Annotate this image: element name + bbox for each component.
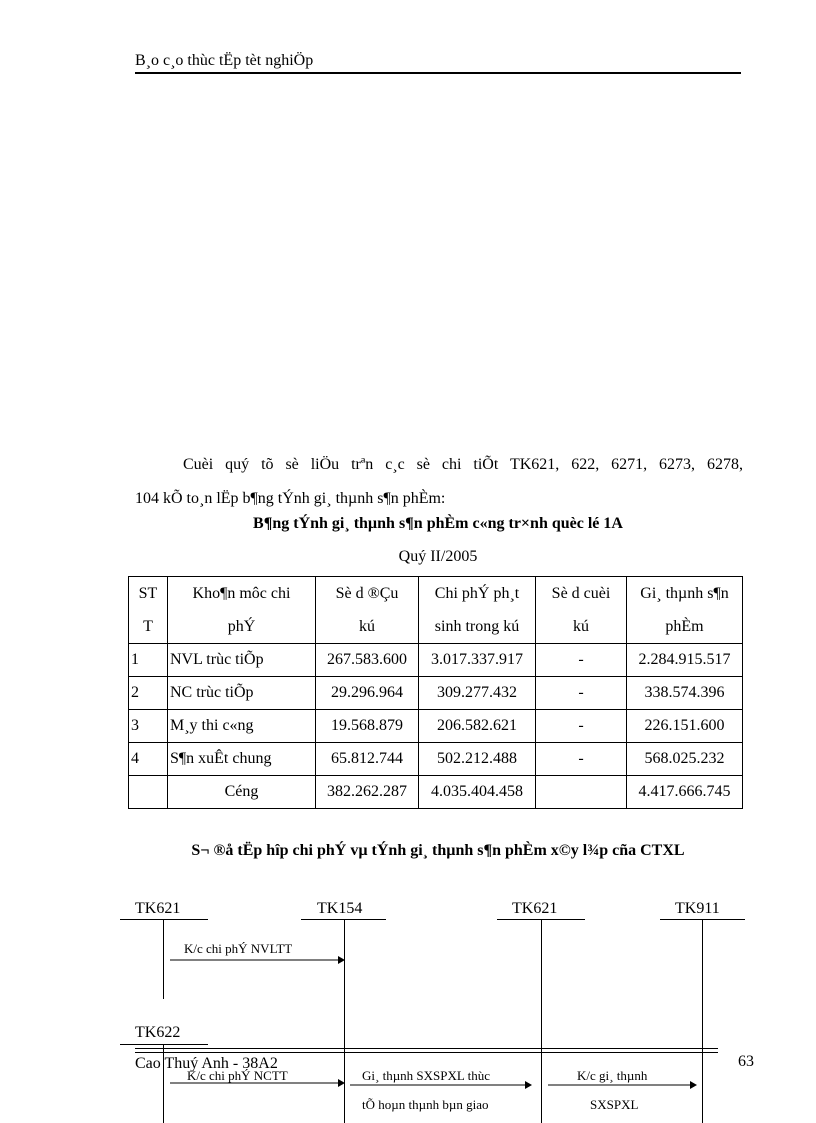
arrow-label: SXSPXL [590, 1097, 639, 1112]
page-number: 63 [738, 1053, 754, 1070]
cell-cost: 2.284.915.517 [627, 644, 743, 677]
account-vertical-line [541, 919, 542, 1123]
arrow-right-icon [170, 955, 346, 965]
account-vertical-line [344, 919, 345, 1123]
header-cell: kú [536, 610, 627, 644]
table-row [129, 644, 743, 677]
cell-closing [536, 776, 627, 809]
header-cell: Kho¶n môc chi [168, 577, 316, 611]
account-label: TK621 [512, 900, 558, 917]
table-title: B¶ng tÝnh gi¸ thµnh s¶n phÈm c«ng tr×nh quèc lé 1A [253, 515, 623, 532]
footer-author: Cao Thuý Anh - 38A2 [135, 1055, 278, 1072]
cell-total-label: Céng [168, 776, 316, 809]
cell-cost: 568.025.232 [627, 743, 743, 776]
table-header-row [129, 610, 743, 644]
cell-cost: 226.151.600 [627, 710, 743, 743]
table-row [129, 677, 743, 710]
header-cell: Sè d cuèi [536, 577, 627, 611]
page-header-title: B¸o c¸o thùc tËp tèt nghiÖp [135, 52, 314, 69]
cell-stt: 2 [129, 677, 168, 710]
cell-closing: - [536, 677, 627, 710]
header-cell: ST [129, 577, 168, 611]
account-label: TK911 [675, 900, 720, 917]
arrow-label: tÕ hoµn thµnh bµn giao [362, 1097, 489, 1112]
account-label: TK622 [135, 1024, 181, 1041]
account-vertical-line [702, 919, 703, 1123]
cell-item: NVL trùc tiÕp [168, 644, 316, 677]
cell-incurred: 309.277.432 [419, 677, 536, 710]
account-top-line [120, 1044, 208, 1045]
diagram-title: S¬ ®å tËp hîp chi phÝ vµ tÝnh gi¸ thµnh s¶n phÈm x©y l¾p cña CTXL [191, 842, 685, 859]
intro-line-2: 104 kÕ to¸n lËp b¶ng tÝnh gi¸ thµnh s¶n phÈm: [135, 490, 446, 507]
cell-cost: 338.574.396 [627, 677, 743, 710]
header-cell: Sè d ®Çu [316, 577, 419, 611]
cell-incurred: 3.017.337.917 [419, 644, 536, 677]
cell-opening: 382.262.287 [316, 776, 419, 809]
cell-cost: 4.417.666.745 [627, 776, 743, 809]
cell-stt: 4 [129, 743, 168, 776]
cell-incurred: 502.212.488 [419, 743, 536, 776]
cell-opening: 29.296.964 [316, 677, 419, 710]
table-header-row [129, 577, 743, 611]
cell-stt: 1 [129, 644, 168, 677]
table-subtitle: Quý II/2005 [398, 548, 478, 565]
intro-line-1: Cuèi quý tõ sè liÖu trªn c¸c sè chi tiÕt TK621, 622, 6271, 6273, 6278, [183, 456, 743, 473]
cell-stt [129, 776, 168, 809]
account-top-line [120, 919, 208, 920]
header-cell: sinh trong kú [419, 610, 536, 644]
arrow-right-icon [170, 1078, 346, 1088]
cell-item: S¶n xuÊt chung [168, 743, 316, 776]
table-total-row [129, 776, 743, 809]
cell-opening: 267.583.600 [316, 644, 419, 677]
cell-opening: 19.568.879 [316, 710, 419, 743]
header-cell: phÈm [627, 610, 743, 644]
arrow-label: Gi¸ thµnh SXSPXL thùc [362, 1068, 490, 1083]
header-cell: Gi¸ thµnh s¶n [627, 577, 743, 611]
cell-closing: - [536, 644, 627, 677]
arrow-label: K/c chi phÝ NCTT [187, 1068, 288, 1083]
arrow-label: K/c gi¸ thµnh [577, 1068, 648, 1083]
cell-incurred: 4.035.404.458 [419, 776, 536, 809]
arrow-right-icon [548, 1080, 698, 1090]
arrow-label: K/c chi phÝ NVLTT [184, 941, 293, 956]
arrow-right-icon [350, 1080, 533, 1090]
footer-rule-top [135, 1048, 718, 1049]
cell-item: M¸y thi c«ng [168, 710, 316, 743]
cell-closing: - [536, 743, 627, 776]
cell-closing: - [536, 710, 627, 743]
table-row [129, 710, 743, 743]
footer-rule-bottom [135, 1052, 718, 1053]
header-cell: Chi phÝ ph¸t [419, 577, 536, 611]
cell-stt: 3 [129, 710, 168, 743]
cost-table [128, 576, 743, 809]
cell-item: NC trùc tiÕp [168, 677, 316, 710]
header-cell: T [129, 610, 168, 644]
account-label: TK154 [317, 900, 363, 917]
account-vertical-line [163, 919, 164, 999]
account-label: TK621 [135, 900, 181, 917]
header-rule [135, 72, 741, 74]
cell-incurred: 206.582.621 [419, 710, 536, 743]
cell-opening: 65.812.744 [316, 743, 419, 776]
header-cell: kú [316, 610, 419, 644]
table-row [129, 743, 743, 776]
header-cell: phÝ [168, 610, 316, 644]
